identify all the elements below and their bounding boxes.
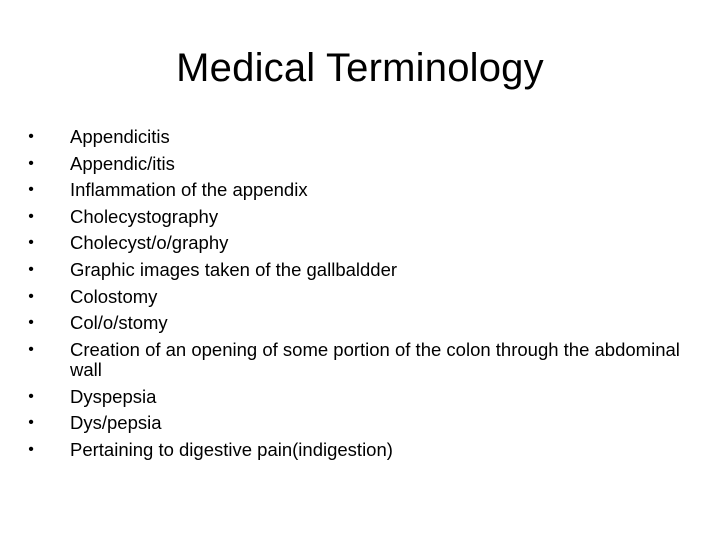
list-item-text: Creation of an opening of some portion of the colon through the abdominal wall [70,338,680,380]
list-item [24,384,684,411]
bullet-icon: • [28,181,34,199]
bullet-icon: • [28,128,34,145]
list-item-text: Col/o/stomy [70,312,168,334]
bullet-icon: • [28,314,34,332]
bullet-icon: • [28,234,34,252]
list-item [24,204,684,231]
bullet-icon: • [28,260,34,278]
list-item-text: Cholecystography [70,205,219,227]
list-item-text: Dyspepsia [70,385,157,407]
list-item-text: Graphic images taken of the gallbaldder [70,258,398,280]
bullet-icon: • [28,207,34,225]
list-item [24,124,684,151]
list-item [24,437,684,464]
list-item [24,230,684,257]
list-item-text: Appendic/itis [70,152,175,174]
list-item [24,257,684,284]
list-item-text: Inflammation of the appendix [70,179,308,201]
list-item [24,284,684,311]
list-item-text: Colostomy [70,285,158,307]
bullet-icon: • [28,440,34,458]
list-item-text: Pertaining to digestive pain(indigestion) [70,438,393,460]
list-item-text: Cholecyst/o/graphy [70,232,229,254]
list-item [24,410,684,437]
list-item [24,177,684,204]
bullet-icon: • [28,414,34,432]
bullet-icon: • [28,387,34,405]
list-item [24,337,684,384]
list-item [24,310,684,337]
list-item-text: Dys/pepsia [70,412,162,434]
bullet-list [24,124,684,464]
list-item-text: Appendicitis [70,126,170,147]
slide-title: Medical Terminology [176,46,544,90]
bullet-icon: • [28,154,34,172]
bullet-icon: • [28,340,34,358]
list-item [24,151,684,178]
bullet-icon: • [28,287,34,305]
